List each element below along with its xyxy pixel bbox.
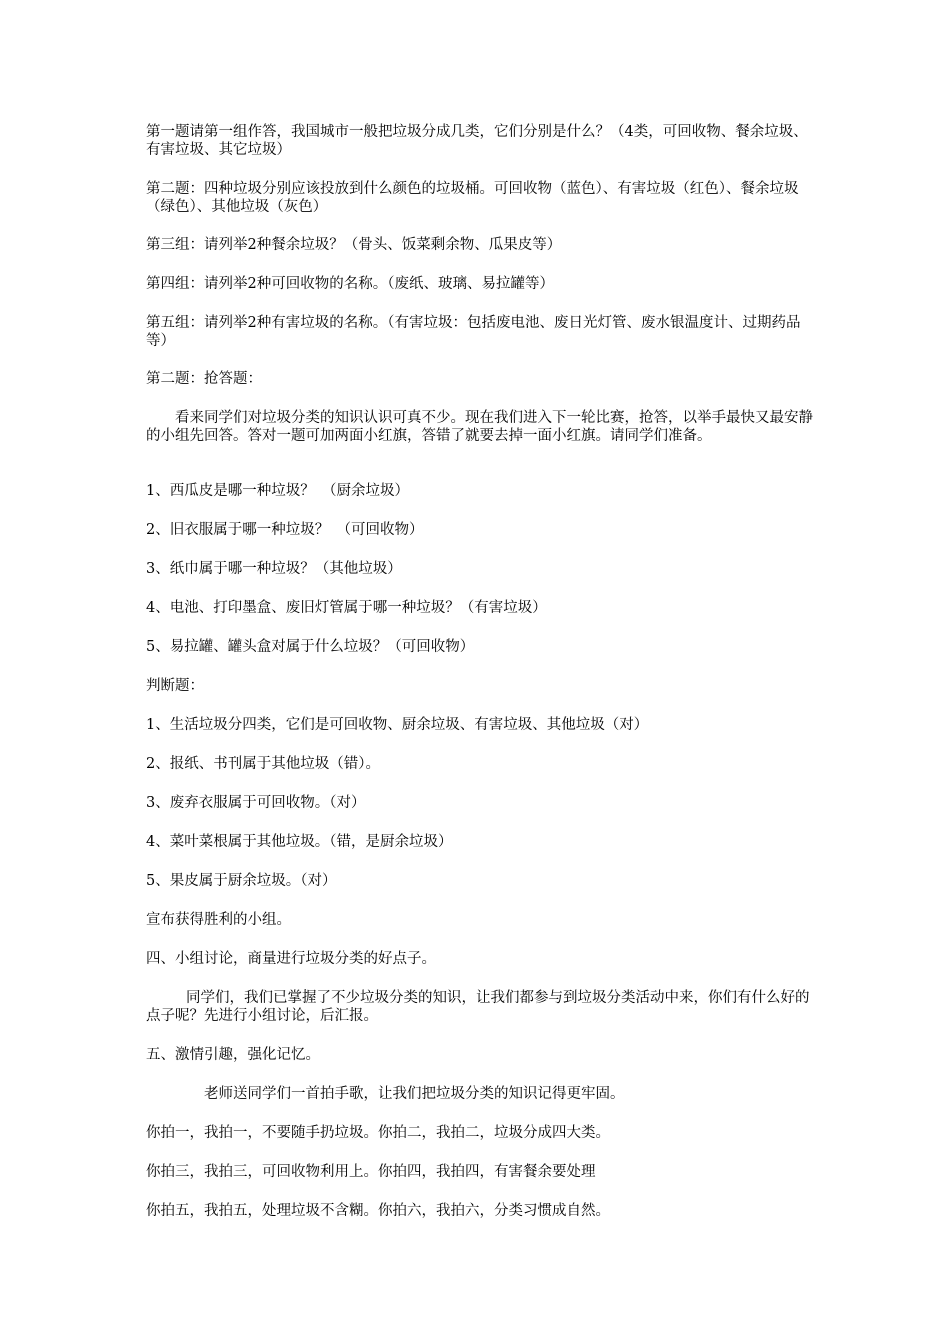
paragraph-song-intro: 老师送同学们一首拍手歌，让我们把垃圾分类的知识记得更牢固。 xyxy=(204,1086,625,1102)
paragraph-quiz-5: 5、易拉罐、罐头盒对属于什么垃圾？（可回收物） xyxy=(146,639,475,655)
paragraph-judge-5: 5、果皮属于厨余垃圾。（对） xyxy=(146,873,337,889)
paragraph-quiz-4: 4、电池、打印墨盒、废旧灯管属于哪一种垃圾？（有害垃圾） xyxy=(146,600,547,616)
paragraph-judge-4: 4、菜叶菜根属于其他垃圾。（错，是厨余垃圾） xyxy=(146,834,453,850)
paragraph-section-five: 五、激情引趣，强化记忆。 xyxy=(146,1047,320,1063)
paragraph-section-four: 四、小组讨论，商量进行垃圾分类的好点子。 xyxy=(146,951,436,967)
paragraph-q4: 第四组：请列举2种可回收物的名称。（废纸、玻璃、易拉罐等） xyxy=(146,276,554,292)
paragraph-announce-winner: 宣布获得胜利的小组。 xyxy=(146,912,291,928)
paragraph-q3: 第三组：请列举2种餐余垃圾？（骨头、饭菜剩余物、瓜果皮等） xyxy=(146,237,562,253)
paragraph-quiz-1: 1、西瓜皮是哪一种垃圾？ （厨余垃圾） xyxy=(146,483,409,499)
paragraph-q2: 第二题：四种垃圾分别应该投放到什么颜色的垃圾桶。可回收物（蓝色）、有害垃圾（红色）、餐余垃圾（绿色）、其他垃圾（灰色） xyxy=(146,181,799,215)
paragraph-judge-3: 3、废弃衣服属于可回收物。（对） xyxy=(146,795,366,811)
paragraph-judge-1: 1、生活垃圾分四类，它们是可回收物、厨余垃圾、有害垃圾、其他垃圾（对） xyxy=(146,717,649,733)
paragraph-song-line-3: 你拍五，我拍五，处理垃圾不含糊。你拍六，我拍六，分类习惯成自然。 xyxy=(146,1203,610,1219)
paragraph-judge-2: 2、报纸、书刊属于其他垃圾（错）。 xyxy=(146,756,380,772)
paragraph-song-line-2: 你拍三，我拍三，可回收物利用上。你拍四，我拍四，有害餐余要处理 xyxy=(146,1164,596,1180)
paragraph-judge-heading: 判断题： xyxy=(146,678,204,694)
paragraph-q1: 第一题请第一组作答，我国城市一般把垃圾分成几类，它们分别是什么？（4类，可回收物、餐余垃圾、有害垃圾、其它垃圾） xyxy=(146,124,808,158)
paragraph-quick-answer-intro: 看来同学们对垃圾分类的知识认识可真不少。现在我们进入下一轮比赛，抢答，以举手最快又最安静的小组先回答。答对一题可加两面小红旗，答错了就要去掉一面小红旗。请同学们准备。 xyxy=(146,410,813,444)
paragraph-song-line-1: 你拍一，我拍一，不要随手扔垃圾。你拍二，我拍二，垃圾分成四大类。 xyxy=(146,1125,610,1141)
paragraph-quiz-2: 2、旧衣服属于哪一种垃圾？ （可回收物） xyxy=(146,522,424,538)
paragraph-discussion: 同学们，我们已掌握了不少垃圾分类的知识，让我们都参与到垃圾分类活动中来，你们有什么好的点子呢？先进行小组讨论，后汇报。 xyxy=(146,990,810,1024)
paragraph-quick-answer-heading: 第二题：抢答题： xyxy=(146,371,262,387)
paragraph-quiz-3: 3、纸巾属于哪一种垃圾？（其他垃圾） xyxy=(146,561,402,577)
paragraph-q5: 第五组：请列举2种有害垃圾的名称。（有害垃圾：包括废电池、废日光灯管、废水银温度计、过期药品等） xyxy=(146,315,801,349)
